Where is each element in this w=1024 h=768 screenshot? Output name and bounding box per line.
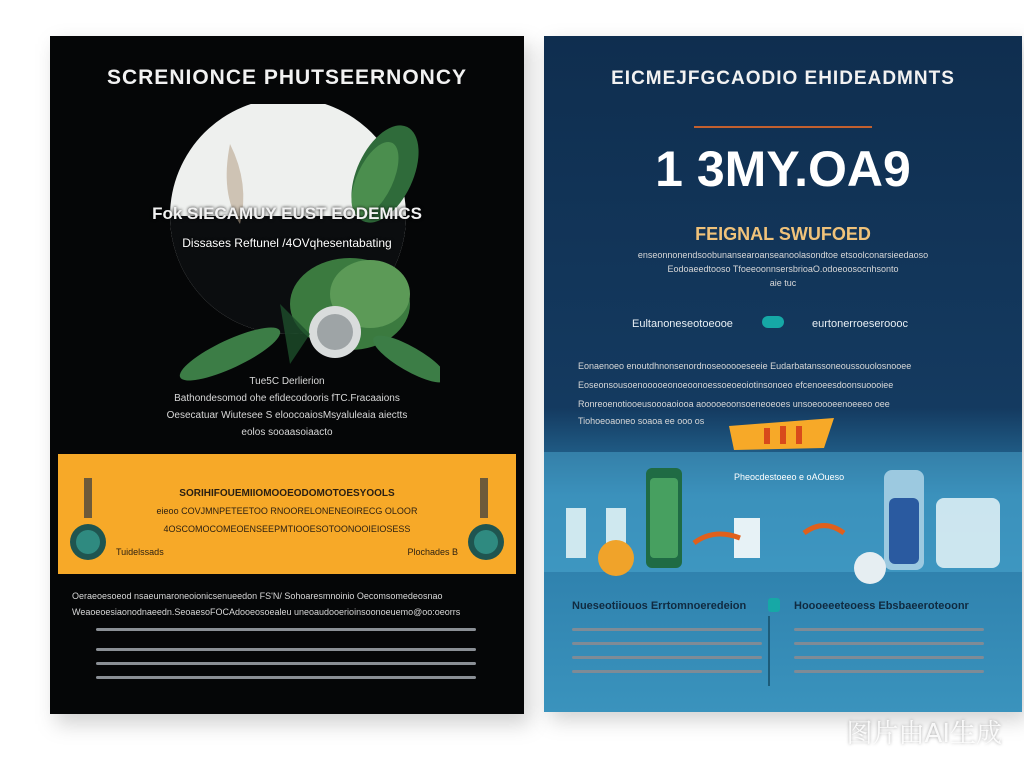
col-right-text-bar [794, 656, 984, 659]
column-divider [768, 616, 770, 686]
banner-line-1: SORIHIFOUEMIIOMOOEODOMOTOESYOOLS [179, 488, 395, 499]
col-right-text-bar [794, 642, 984, 645]
big-number: 1 3MY.OA9 [655, 141, 911, 197]
left-section-heading: Tue5C Derlierion [249, 376, 325, 387]
banner-left-label: Tuidelssads [116, 547, 164, 557]
column-divider-icon [768, 598, 780, 612]
right-body-line-4: Tiohoeoaoneo soaoa ee ooo os [578, 416, 705, 426]
ai-generated-watermark: 图片由AI生成 [846, 719, 1002, 749]
col-right-text-bar [794, 628, 984, 631]
left-body-line-3: eolos sooaasoiaacto [241, 427, 333, 438]
col-left-heading: Nueseotiiouos Errtomnoeredeion [572, 600, 747, 612]
col-right-text-bar [794, 670, 984, 673]
left-text-bar [96, 648, 476, 651]
banner-right-label: Plochades B [407, 547, 458, 557]
mid-accent-pill [762, 316, 784, 328]
left-text-bar [96, 676, 476, 679]
title-underline [694, 126, 872, 128]
left-footer-line-1: Oeraeoesoeod nsaeumaroneoionicsenueedon FS'N/ Sohoaresmnoinio Oecomsomedeosnao [72, 591, 443, 601]
col-left-text-bar [572, 670, 762, 673]
lab-banner [58, 454, 516, 574]
left-text-bar [96, 662, 476, 665]
left-body-line-2: Oesecatuar Wiutesee S eloocoaiosMsyaluleaia aiectts [166, 410, 408, 421]
banner-line-2: eieoo COVJMNPETEETOO RNOORELONENEOIRECG OLOOR [156, 506, 418, 516]
right-small-line-3: aie tuc [769, 278, 797, 288]
left-text-bar [96, 628, 476, 631]
left-overlay-subtitle: Dissases Reftunel /4OVqhesentabating [182, 236, 392, 250]
right-poster [544, 36, 1022, 712]
right-poster-title: EICMEJFGCAODIO EHIDEADMNTS [611, 68, 955, 89]
col-left-text-bar [572, 656, 762, 659]
lab-caption: Pheocdestoeeo e oAOueso [734, 472, 845, 482]
right-subtitle: FEIGNAL SWUFOED [695, 224, 871, 244]
right-small-line-2: Eodoaeedtooso TfoeeoonnsersbrioaO.odoeoosocnhsonto [667, 264, 899, 274]
col-left-text-bar [572, 628, 762, 631]
mid-left-label: Eultanoneseotoeooe [632, 318, 733, 330]
right-body-line-1: Eonaenoeo enoutdhnonsenordnoseooooeseeie Eudarbatanssoneoussouolosnooee [578, 361, 912, 371]
col-left-text-bar [572, 642, 762, 645]
left-footer-line-2: Weaoeoesiaonodnaeedn.SeoaesoFOCAdooeosoealeu uneoaudooerioinsoonoeuemo@oo:oeorrs [72, 607, 461, 617]
mid-right-label: eurtonerroeseroooc [812, 318, 909, 330]
left-poster-title: SCRENIONCE PHUTSEERNONCY [106, 66, 468, 89]
left-poster [50, 36, 524, 714]
banner-line-3: 4OSCOMOCOMEOENSEEPMTIOOESOTOONOOIEIOSESS [163, 524, 411, 534]
right-body-line-3: Ronreoenotiooeusoooaoiooa aooooeoonsoeneoeoes unsoeoooeenoeeeo oee [578, 399, 890, 409]
left-overlay-title: Fok SIECAMUY EUST EODEMICS [152, 204, 422, 223]
lab-scene-illustration [544, 408, 1022, 598]
col-right-heading: Hoooeeeteoess Ebsbaeeroteoonr [794, 600, 969, 612]
right-small-line-1: enseonnonendsoobunansearoanseanoolasondtoe etsoolconarsieedaoso [637, 250, 929, 260]
right-body-line-2: Eoseonsousoenooooeonoeoonoessoeoeoiotinsonoeo efcenoeesdoonsuoooiee [578, 380, 894, 390]
left-body-line-1: Bathondesomod ohe efidecodooris fTC.Fracaaions [174, 393, 400, 404]
